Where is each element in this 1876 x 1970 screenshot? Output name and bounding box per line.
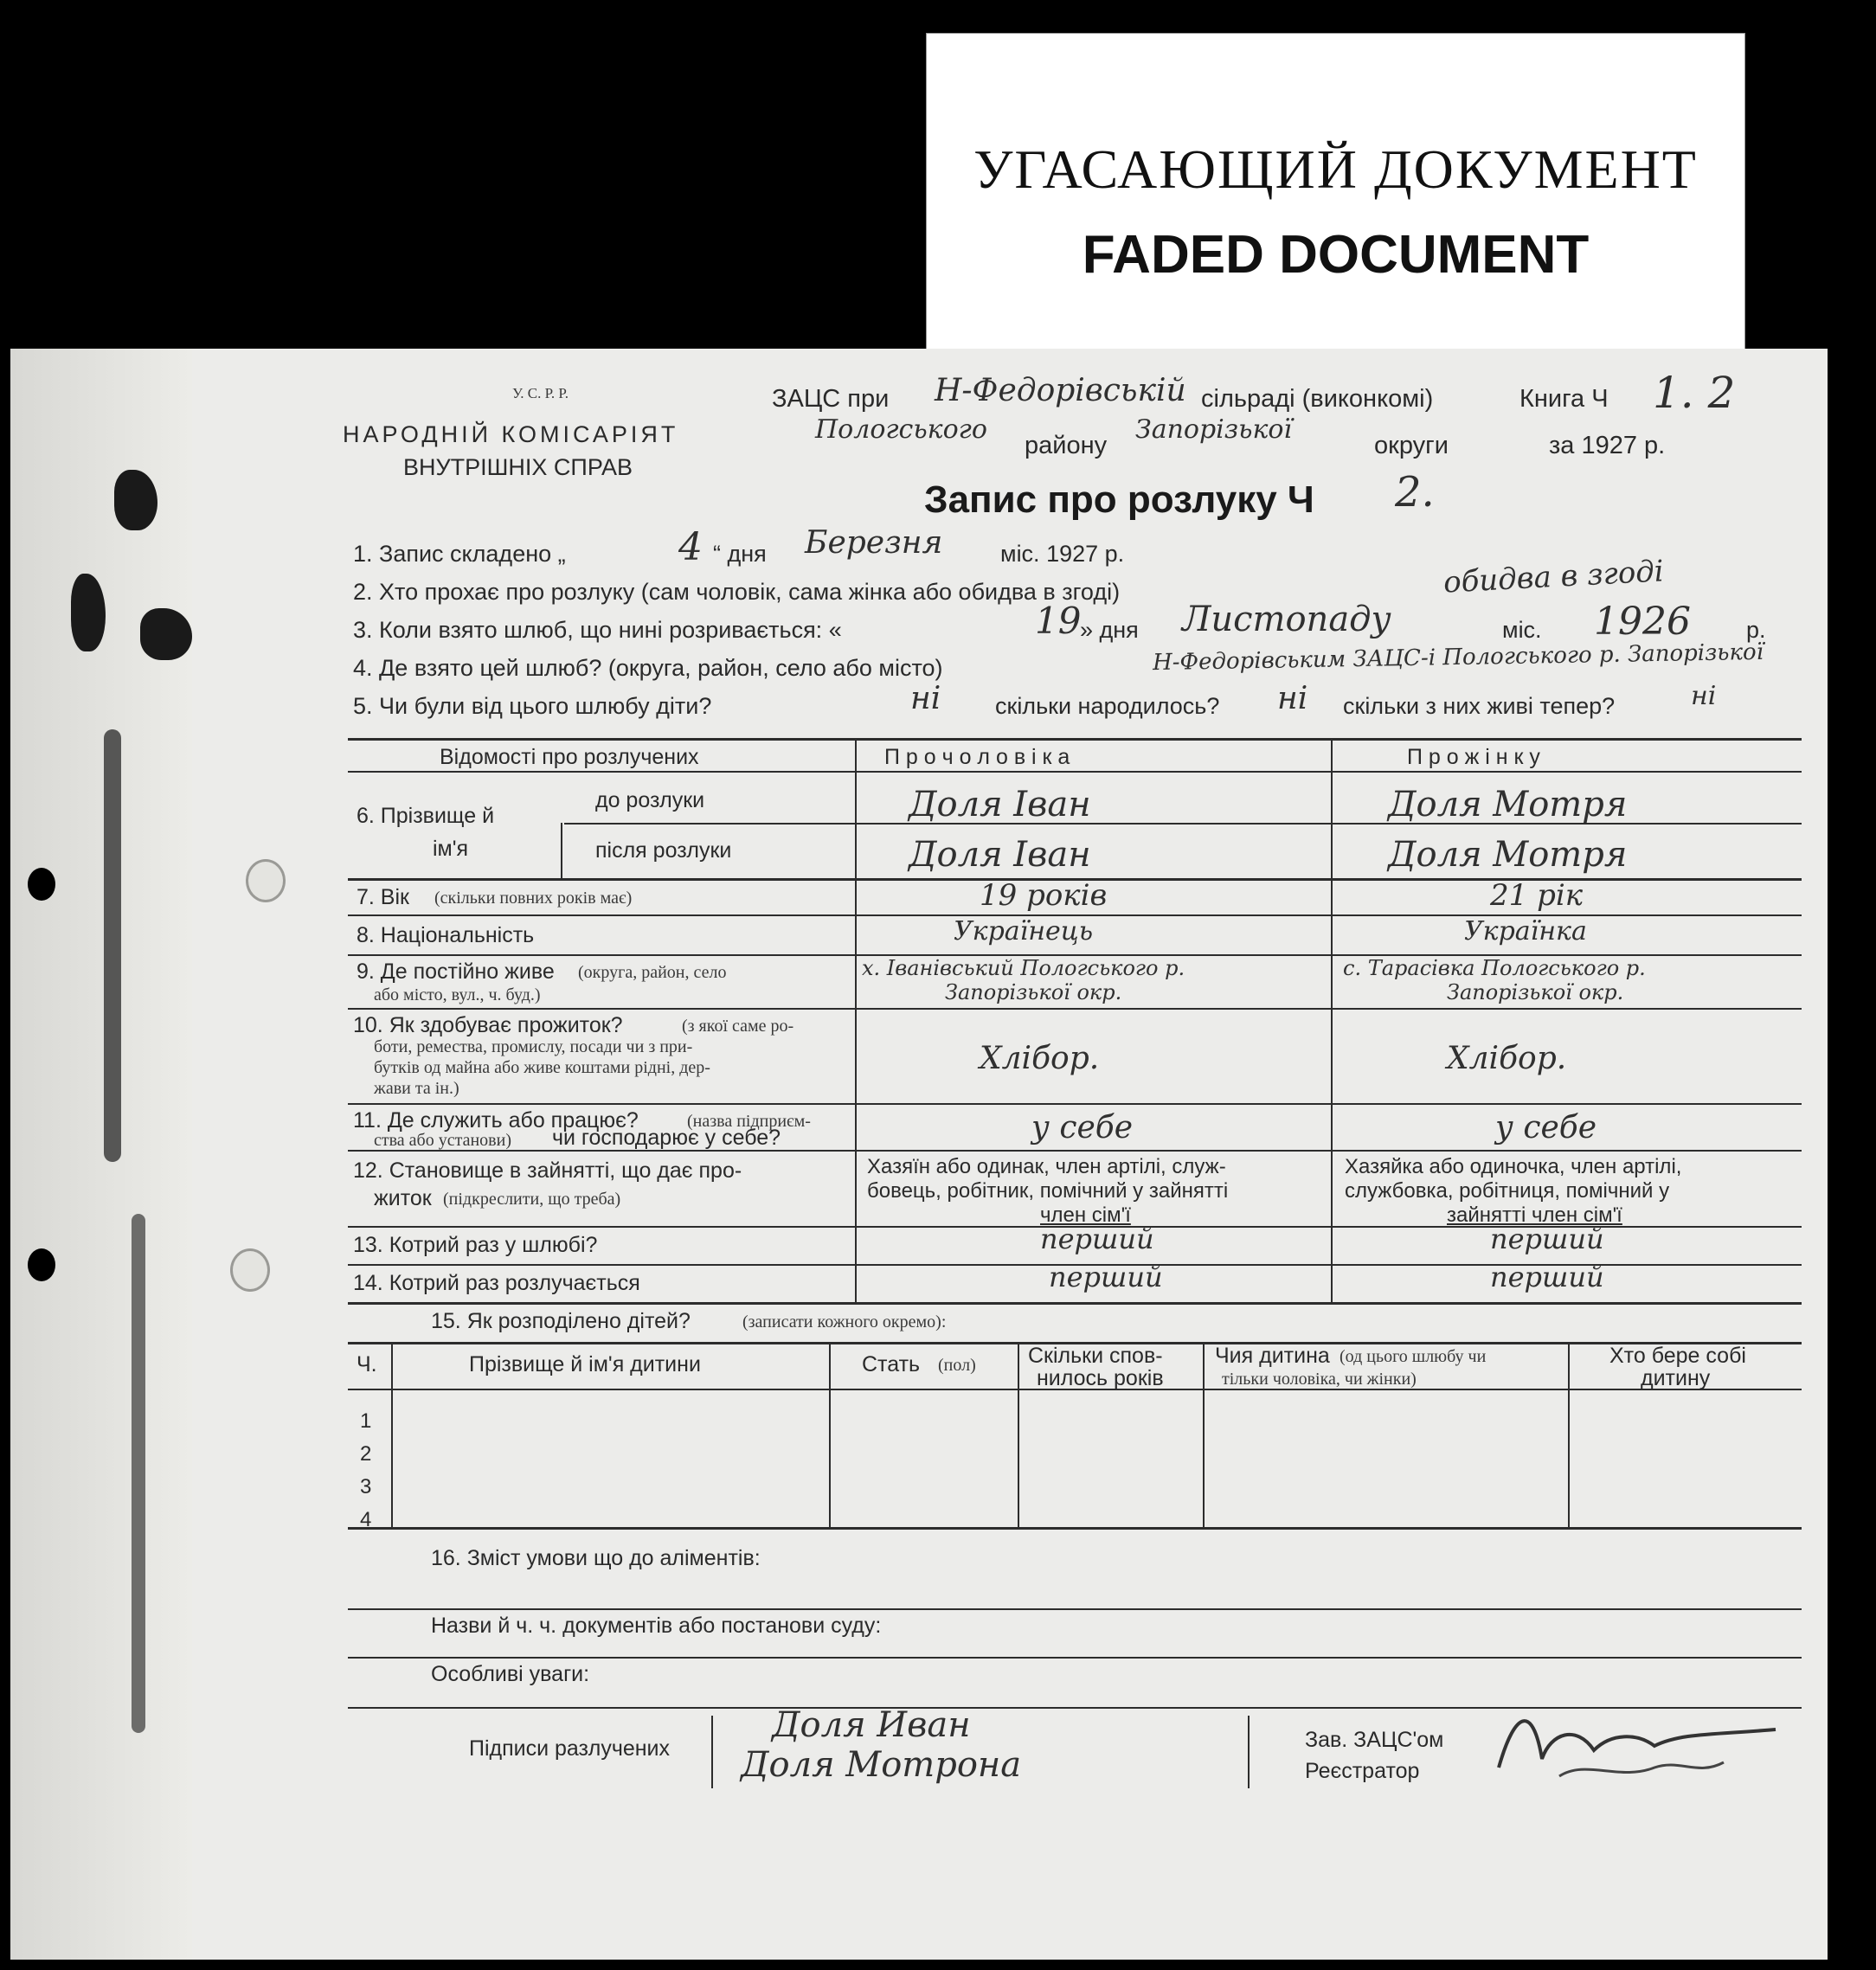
husband-residence-1: х. Іванівський Пологського р. [862, 956, 1185, 980]
alimony-label: 16. Зміст умови що до аліментів: [431, 1546, 761, 1570]
row-12-label-b: житок [374, 1186, 432, 1210]
husband-livelihood: Хлібор. [980, 1041, 1100, 1076]
row-10-note-3: бутків од майна або живе коштами рідні, дер- [374, 1058, 710, 1077]
book-number-handwritten: 1. 2 [1653, 368, 1736, 418]
wife-residence-1: с. Тарасівка Пологського р. [1343, 956, 1646, 980]
council-label: сільраді (виконкомі) [1201, 385, 1434, 413]
wife-name-after: Доля Мотря [1388, 835, 1628, 875]
line-3-label: 3. Коли взято шлюб, що нині розривається: « [353, 617, 842, 643]
line-5-alive-label: скільки з них живі тепер? [1343, 693, 1616, 719]
row-12-label: 12. Становище в зайнятті, що дає про- [353, 1158, 742, 1183]
punch-hole-icon [28, 1248, 55, 1281]
row-9-note: (округа, район, село [578, 963, 727, 982]
children-title-note: (записати кожного окремо): [742, 1312, 947, 1332]
wife-nationality: Українка [1464, 916, 1587, 946]
line-1-month: Березня [805, 525, 943, 561]
table-line [829, 1342, 831, 1527]
header-wife: П р о ж і н к у [1407, 745, 1540, 769]
wife-workplace: у себе [1495, 1110, 1597, 1145]
form-line [348, 1608, 1802, 1610]
signature-divider [1248, 1716, 1250, 1788]
col-takes-2: дитину [1641, 1366, 1711, 1390]
line-3-year-label: р. [1746, 617, 1766, 643]
okruha-label: округи [1374, 432, 1449, 459]
line-5-born: ні [1277, 681, 1308, 716]
wife-status-3: зайнятті член сім'ї [1447, 1203, 1622, 1227]
wife-residence-2: Запорізької окр. [1447, 980, 1624, 1004]
col-whose-note-2: тільки чоловіка, чи жінки) [1222, 1370, 1417, 1389]
table-line [1331, 738, 1333, 1302]
col-child-name: Прізвище й ім'я дитини [469, 1352, 701, 1376]
wife-livelihood: Хлібор. [1447, 1041, 1567, 1076]
col-sex: Стать [862, 1352, 921, 1376]
header-info: Відомості про розлучених [440, 745, 699, 769]
table-line [348, 771, 1802, 773]
district-label: району [1025, 432, 1108, 459]
table-line [348, 1302, 1802, 1305]
col-age-2: нилось років [1037, 1366, 1164, 1390]
divorce-record-form [10, 349, 1828, 1960]
table-line [348, 1103, 1802, 1105]
husband-nationality: Українець [954, 916, 1094, 946]
wife-age: 21 рік [1490, 878, 1584, 913]
row-9-label: 9. Де постійно живе [357, 959, 555, 984]
wife-status-2: службовка, робітниця, помічний у [1345, 1179, 1670, 1203]
table-line [855, 738, 857, 1302]
row-7-note: (скільки повних років має) [434, 889, 633, 908]
husband-name-after: Доля Іван [909, 835, 1091, 875]
ministry-line-2: ВНУТРІШНІХ СПРАВ [403, 454, 633, 480]
row-10-note-2: боти, ремества, промислу, посади чи з при- [374, 1037, 693, 1056]
tear-mark-icon [104, 729, 121, 1162]
record-number-handwritten: 2. [1395, 468, 1435, 517]
line-4-label: 4. Де взято цей шлюб? (округа, район, село або місто) [353, 655, 943, 681]
row-6-before-label: до розлуки [595, 788, 705, 812]
col-whose-note-1: (од цього шлюбу чи [1340, 1347, 1487, 1366]
registry-head-label: Зав. ЗАЦС'ом [1305, 1728, 1444, 1752]
col-takes-1: Хто бере собі [1609, 1344, 1746, 1368]
table-line [1568, 1342, 1570, 1527]
row-10-note-4: жави та ін.) [374, 1079, 459, 1098]
wife-divorce-count: перший [1490, 1261, 1604, 1293]
header-husband: П р о ч о л о в і к а [884, 745, 1070, 769]
wife-status-1: Хазяйка або одиночка, член артілі, [1345, 1155, 1682, 1178]
notes-label: Особливі уваги: [431, 1662, 590, 1686]
row-11-label-b: чи господарює у себе? [552, 1126, 781, 1150]
ministry-line-1: НАРОДНІЙ КОМІСАРІЯТ [343, 421, 679, 447]
line-1-day: 4 [678, 525, 703, 569]
line-4-value: Н-Федорівським ЗАЦС-і Пологського р. Запорізької [1152, 638, 1764, 677]
child-row-number: 1 [360, 1409, 372, 1433]
wife-signature: Доля Мотрона [741, 1745, 1022, 1785]
faded-document-stamp [926, 33, 1745, 355]
husband-status-2: бовець, робітник, помічний у зайнятті [867, 1179, 1229, 1203]
punch-ring-icon [230, 1248, 270, 1292]
row-11-note-2: ства або установи) [374, 1131, 511, 1150]
okruha-handwritten: Запорізької [1135, 414, 1293, 445]
child-row-number: 2 [360, 1442, 372, 1466]
stamp-line-russian: УГАСАЮЩИЙ ДОКУМЕНТ [973, 138, 1698, 200]
table-line [561, 823, 562, 880]
line-3-month-label: міс. [1502, 617, 1542, 643]
table-line [348, 1527, 1802, 1530]
col-age-1: Скільки спов- [1028, 1344, 1163, 1368]
stamp-line-english: FADED DOCUMENT [1082, 225, 1590, 285]
row-7-label: 7. Вік [357, 885, 409, 909]
page-title: Запис про розлуку Ч [924, 478, 1314, 521]
line-5-label: 5. Чи були від цього шлюбу діти? [353, 693, 712, 719]
zags-handwritten: Н-Федорівській [935, 373, 1186, 408]
husband-status-3: член сім'ї [1040, 1203, 1131, 1227]
year-label: за 1927 р. [1549, 432, 1666, 459]
row-10-note-1: (з якої саме ро- [682, 1017, 794, 1036]
line-5-born-label: скільки народилось? [995, 693, 1220, 719]
row-10-label: 10. Як здобуває прожиток? [353, 1013, 623, 1037]
line-5-children: ні [910, 681, 941, 716]
tear-mark-icon [132, 1214, 145, 1733]
row-6-after-label: після розлуки [595, 838, 732, 863]
col-whose: Чия дитина [1215, 1344, 1330, 1368]
line-5-alive: ні [1691, 681, 1717, 711]
child-row-number: 4 [360, 1508, 372, 1531]
signatures-label: Підписи разлучених [469, 1736, 671, 1761]
line-3-year: 1926 [1594, 600, 1691, 644]
zags-label: ЗАЦС при [772, 385, 890, 413]
husband-name-before: Доля Іван [909, 785, 1091, 825]
husband-status-1: Хазяїн або одинак, член артілі, служ- [867, 1155, 1226, 1178]
row-6-label: 6. Прізвище й [357, 804, 495, 828]
row-9-note-2: або місто, вул., ч. буд.) [374, 985, 541, 1004]
line-1-year-label: міс. 1927 р. [1000, 541, 1125, 567]
signature-divider [711, 1716, 713, 1788]
table-line [348, 1008, 1802, 1010]
husband-residence-2: Запорізької окр. [945, 980, 1122, 1004]
husband-age: 19 років [980, 878, 1108, 913]
line-2-value: обидва в згоді [1442, 554, 1665, 600]
children-title: 15. Як розподілено дітей? [431, 1309, 691, 1333]
ussr-label: У. С. Р. Р. [512, 385, 569, 401]
child-row-number: 3 [360, 1475, 372, 1498]
col-number: Ч. [357, 1352, 377, 1376]
wife-marriage-count: перший [1490, 1222, 1604, 1255]
husband-signature: Доля Иван [772, 1705, 971, 1745]
form-line [348, 1657, 1802, 1659]
documents-label: Назви й ч. ч. документів або постанови суду: [431, 1614, 882, 1638]
line-3-day-label: » дня [1080, 617, 1139, 643]
table-line [348, 738, 1802, 741]
line-1-day-label: “ дня [713, 541, 767, 567]
wife-name-before: Доля Мотря [1388, 785, 1628, 825]
line-3-day: 19 [1035, 600, 1082, 642]
row-13-label: 13. Котрий раз у шлюбі? [353, 1233, 598, 1257]
row-12-note: (підкреслити, що треба) [443, 1190, 621, 1209]
line-3-month: Листопаду [1182, 600, 1391, 639]
head-signature-icon [1481, 1698, 1810, 1794]
line-2-label: 2. Хто прохає про розлуку (сам чоловік, сама жінка або обидва в згоді) [353, 579, 1121, 605]
registrar-label: Реєстратор [1305, 1759, 1420, 1783]
husband-marriage-count: перший [1040, 1222, 1154, 1255]
table-line [1203, 1342, 1205, 1527]
row-8-label: 8. Національність [357, 923, 535, 947]
husband-workplace: у себе [1031, 1110, 1134, 1145]
punch-hole-icon [28, 868, 55, 901]
line-1-label: 1. Запис складено „ [353, 541, 566, 567]
row-11-label: 11. Де служить або працює? [353, 1108, 639, 1133]
table-line [391, 1342, 393, 1527]
col-sex-note: (пол) [938, 1356, 976, 1375]
husband-divorce-count: перший [1049, 1261, 1163, 1293]
book-label: Книга Ч [1519, 385, 1609, 413]
row-11-note-1: (назва підприєм- [687, 1112, 811, 1131]
row-14-label: 14. Котрий раз розлучається [353, 1271, 640, 1295]
table-line [1018, 1342, 1019, 1527]
punch-ring-icon [246, 859, 286, 902]
row-6-label-b: ім'я [433, 837, 469, 861]
district-handwritten: Пологського [815, 414, 987, 445]
